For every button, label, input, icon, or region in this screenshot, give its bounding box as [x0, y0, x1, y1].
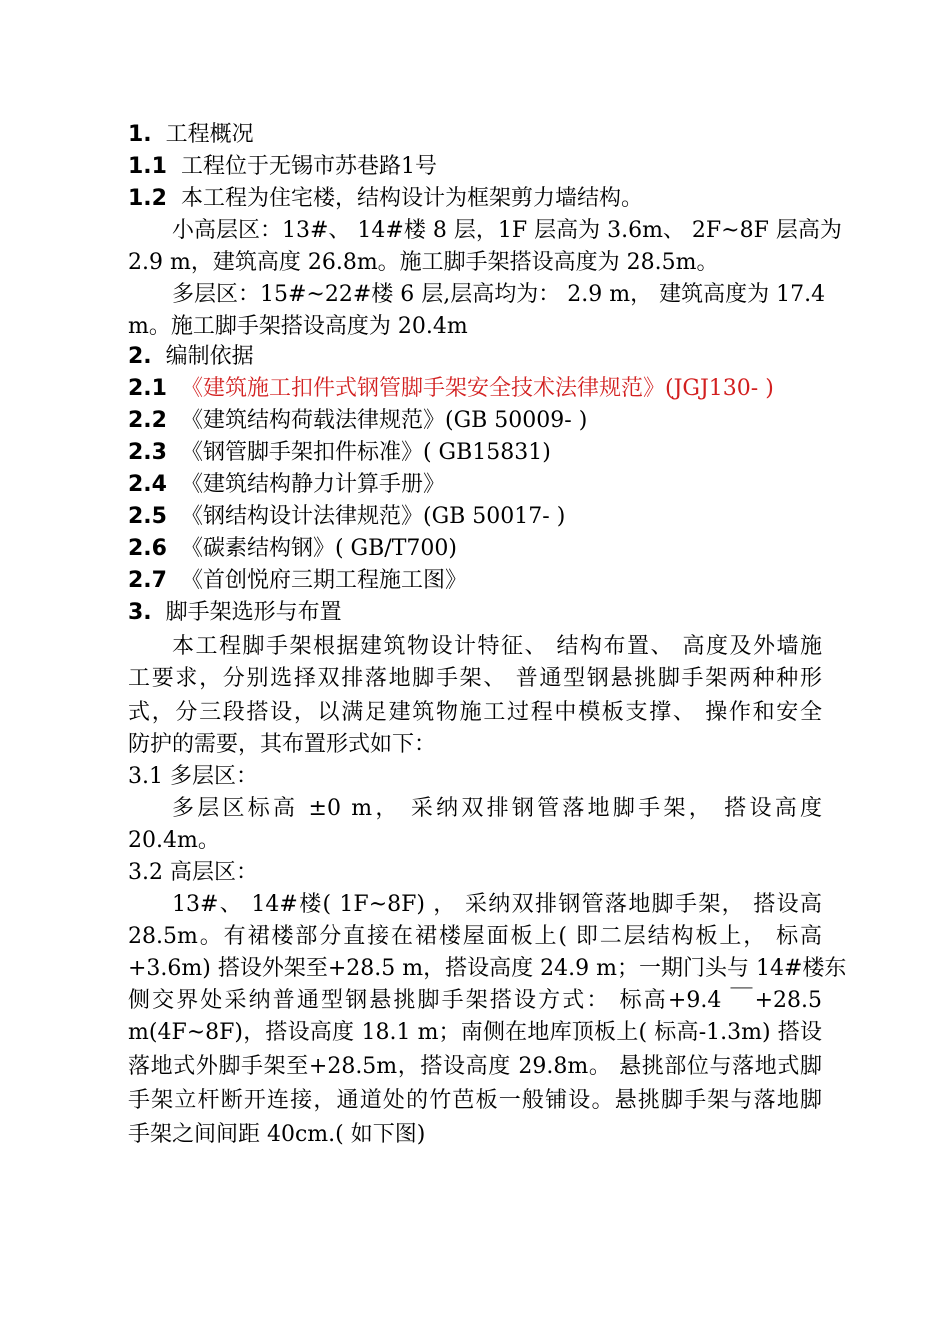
reference-text: 《首创悦府三期工程施工图》 [180, 568, 467, 593]
subsection-text: 工程位于无锡市苏巷路1号 [180, 154, 437, 179]
section-heading-3 [128, 598, 342, 628]
subsection-number: 1.1 [128, 154, 167, 179]
paragraph-line: 本工程脚手架根据建筑物设计特征、 结构布置、 高度及外墙施 [172, 634, 822, 659]
section-number: 1. [128, 122, 152, 147]
paragraph-line: 式，分三段搭设，以满足建筑物施工过程中模板支撑、 操作和安全 [128, 700, 822, 725]
paragraph-line: 工要求，分别选择双排落地脚手架、 普通型钢悬挑脚手架两种种形 [128, 666, 822, 691]
reference-text: 《碳素结构钢》( GB/T700) [180, 536, 457, 561]
subsection-number: 1.2 [128, 186, 167, 211]
reference-item [128, 502, 565, 532]
reference-number: 2.3 [128, 440, 167, 465]
subsection-1-1 [128, 152, 437, 182]
section-heading-2 [128, 342, 254, 372]
paragraph-line: 落地式外脚手架至+28.5m，搭设高度 29.8m。 悬挑部位与落地式脚 [128, 1054, 822, 1079]
reference-number: 2.6 [128, 536, 167, 561]
paragraph-line: 手架之间间距 40cm.( 如下图) [128, 1122, 426, 1147]
reference-number: 2.5 [128, 504, 167, 529]
reference-item [128, 566, 467, 596]
section-number: 2. [128, 344, 152, 369]
paragraph-line: 2.9 m，建筑高度 26.8m。施工脚手架搭设高度为 28.5m。 [128, 250, 719, 275]
reference-number: 2.7 [128, 568, 167, 593]
subsection-1-2 [128, 184, 643, 214]
paragraph-line: 13#、 14#楼( 1F~8F) ， 采纳双排钢管落地脚手架， 搭设高 [172, 892, 822, 917]
subsection-3-1: 3.1 多层区： [128, 764, 258, 789]
reference-text: 《建筑结构静力计算手册》 [180, 472, 445, 497]
section-heading-1 [128, 120, 254, 150]
reference-item [128, 438, 551, 468]
paragraph-line: m(4F~8F)，搭设高度 18.1 m；南侧在地库顶板上( 标高-1.3m) 搭设 [128, 1020, 822, 1045]
reference-item [128, 406, 587, 436]
reference-number: 2.1 [128, 376, 167, 401]
paragraph-line: 手架立杆断开连接，通道处的竹芭板一般铺设。悬挑脚手架与落地脚 [128, 1088, 822, 1113]
reference-text: 《建筑施工扣件式钢管脚手架安全技术法律规范》(JGJ130- ) [180, 376, 774, 401]
subsection-3-2: 3.2 高层区： [128, 860, 258, 885]
reference-item [128, 534, 457, 564]
section-number: 3. [128, 600, 152, 625]
paragraph-line: m。施工脚手架搭设高度为 20.4m [128, 314, 468, 339]
reference-item [128, 470, 445, 500]
paragraph-line: +3.6m) 搭设外架至+28.5 m，搭设高度 24.9 m；一期门头与 14#楼东 [128, 956, 847, 981]
paragraph-line: 小高层区：13#、 14#楼 8 层，1F 层高为 3.6m、 2F~8F 层高为 [172, 218, 842, 243]
reference-text: 《建筑结构荷载法律规范》(GB 50009- ) [180, 408, 588, 433]
subsection-text: 本工程为住宅楼，结构设计为框架剪力墙结构。 [180, 186, 643, 211]
reference-text: 《钢管脚手架扣件标准》( GB15831) [180, 440, 551, 465]
reference-item [128, 374, 774, 404]
paragraph-line: 侧交界处采纳普通型钢悬挑脚手架搭设方式： 标高+9.4 ￣+28.5 [128, 988, 822, 1013]
section-title: 编制依据 [165, 344, 254, 369]
reference-number: 2.2 [128, 408, 167, 433]
paragraph-line: 防护的需要，其布置形式如下： [128, 732, 437, 757]
section-title: 脚手架选形与布置 [165, 600, 342, 625]
paragraph-line: 多层区：15#~22#楼 6 层,层高均为： 2.9 m， 建筑高度为 17.4 [172, 282, 826, 307]
paragraph-line: 多层区标高 ±0 m， 采纳双排钢管落地脚手架， 搭设高度 [172, 796, 822, 821]
paragraph-line: 28.5m。有裙楼部分直接在裙楼屋面板上( 即二层结构板上， 标高 [128, 924, 822, 949]
reference-number: 2.4 [128, 472, 167, 497]
paragraph-line: 20.4m。 [128, 828, 220, 853]
reference-text: 《钢结构设计法律规范》(GB 50017- ) [180, 504, 566, 529]
section-title: 工程概况 [165, 122, 254, 147]
